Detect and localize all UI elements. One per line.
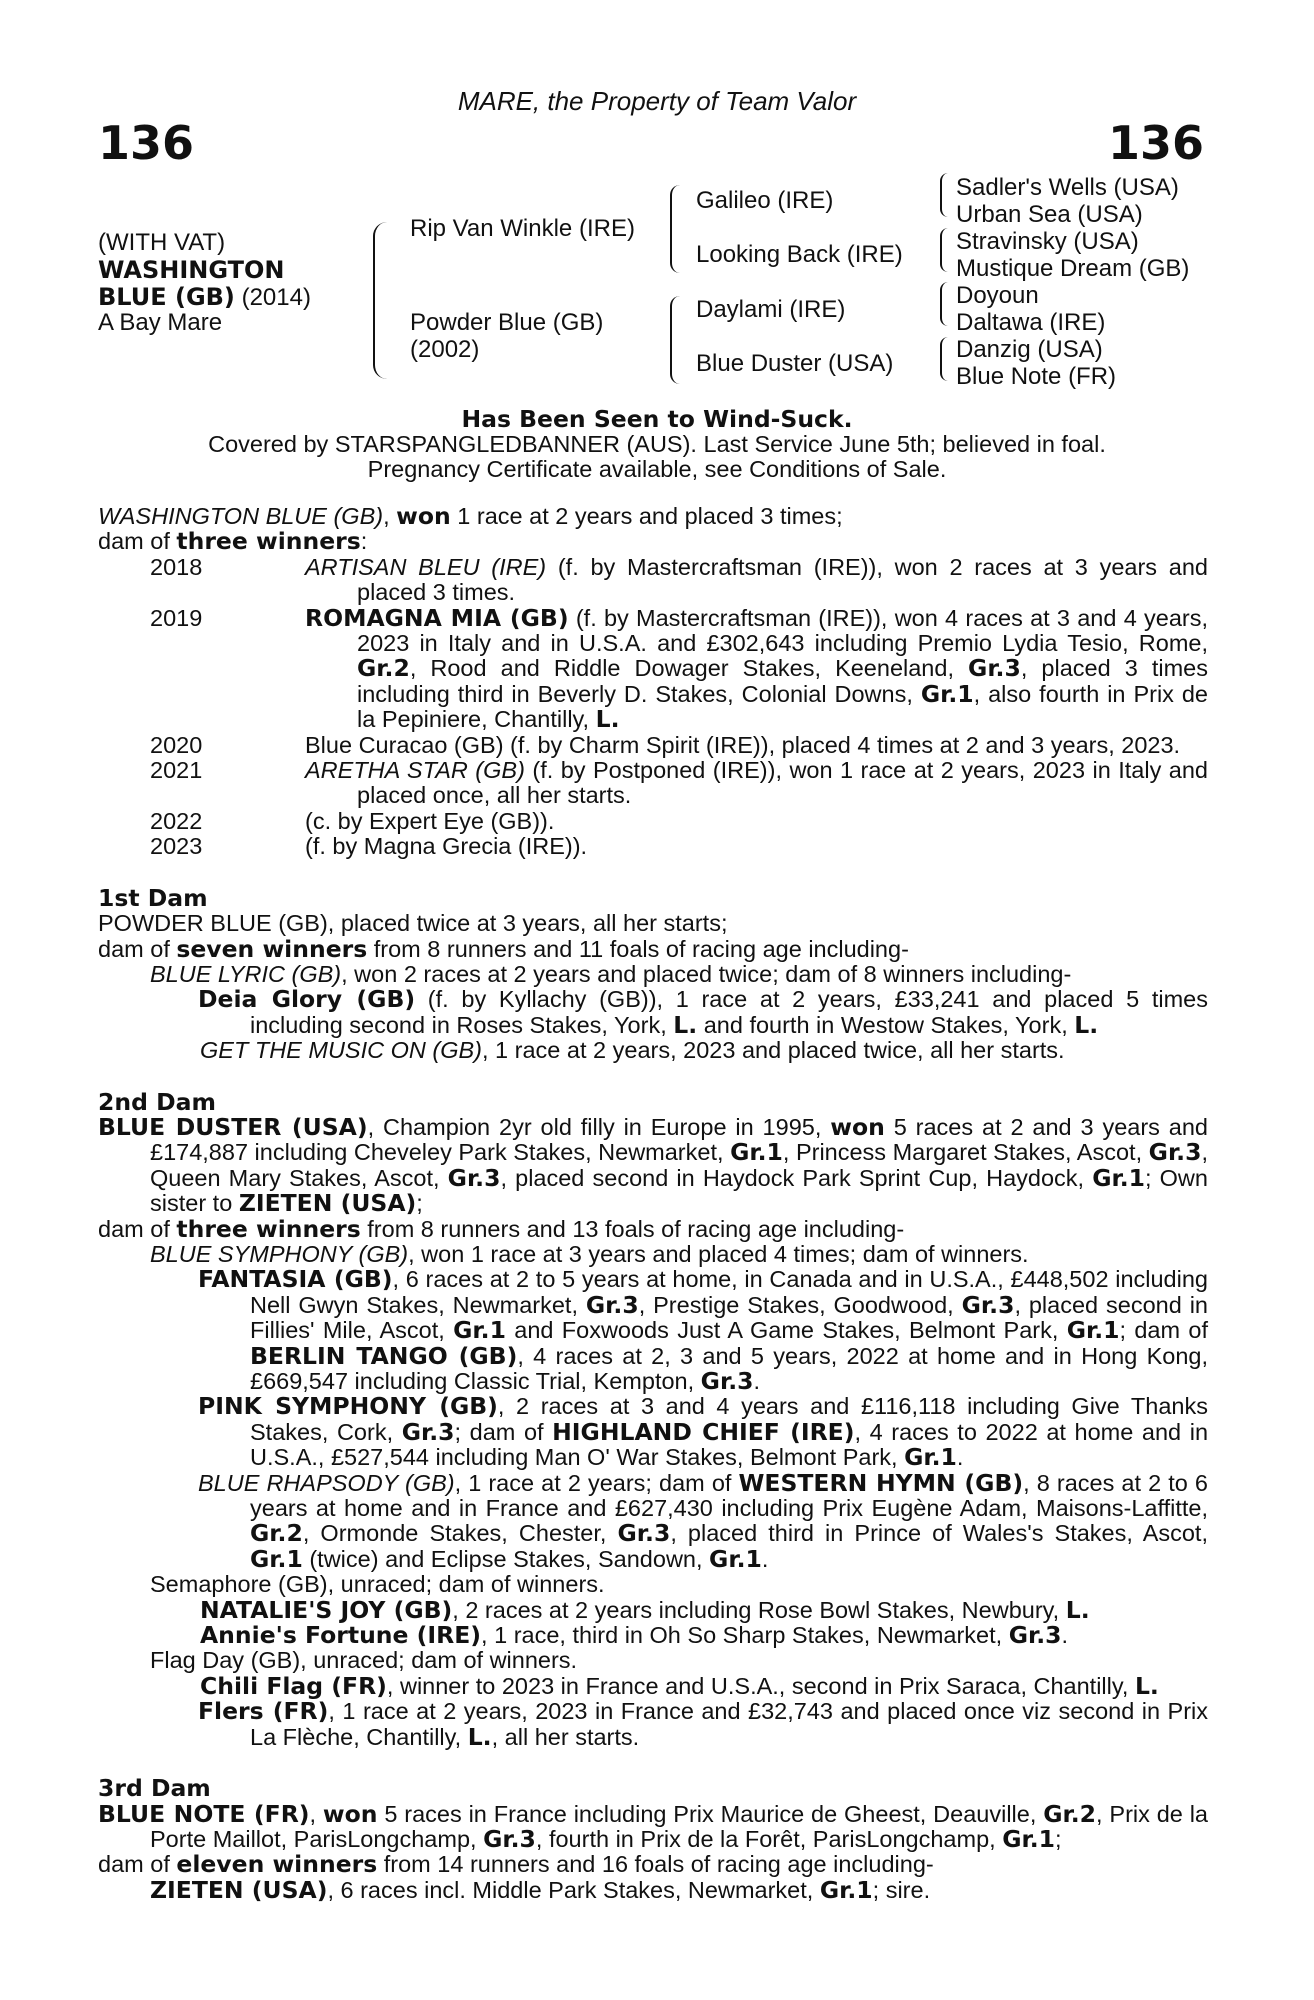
second-dam-produce-summary: dam of three winners from 8 runners and 13 foals of racing age including- bbox=[98, 1214, 905, 1243]
horse-name-line1: WASHINGTON bbox=[98, 256, 285, 284]
natalies-joy-entry: NATALIE'S JOY (GB), 2 races at 2 years including Rose Bowl Stakes, Newbury, L. bbox=[200, 1595, 1090, 1624]
pedigree-dam-dam: Blue Duster (USA) bbox=[696, 350, 894, 377]
blue-note-record: BLUE NOTE (FR), won 5 races in France including Prix Maurice de Gheest, Deauville, Gr.2, Prix de la Porte Maillot, ParisLongchamp, Gr.3, fourth in Prix de la Forêt, ParisLongchamp, Gr.1; bbox=[98, 1799, 1208, 1853]
pedigree-sire-sire: Galileo (IRE) bbox=[696, 187, 834, 214]
flers-entry: Flers (FR), 1 race at 2 years, 2023 in France and £32,743 and placed once viz second in Prix La Flèche, Chantilly, L., all her starts. bbox=[198, 1697, 1209, 1751]
pedigree-dsd: Daltawa (IRE) bbox=[956, 309, 1106, 336]
produce-2021: 2021 ARETHA STAR (GB) (f. by Postponed (IRE)), won 1 race at 2 years, 2023 in Italy and placed once, all her starts. bbox=[150, 757, 1208, 809]
pregnancy-note: Pregnancy Certificate available, see Conditions of Sale. bbox=[367, 456, 947, 482]
pedigree-brace-dam bbox=[670, 296, 680, 384]
pedigree-brace-ds bbox=[940, 282, 949, 326]
horse-name-line2-wrap bbox=[98, 283, 311, 312]
annies-fortune-entry: Annie's Fortune (IRE), 1 race, third in Oh So Sharp Stakes, Newmarket, Gr.3. bbox=[200, 1621, 1069, 1650]
produce-2019: 2019 ROMAGNA MIA (GB) (f. by Mastercraftsman (IRE)), won 4 races at 3 and 4 years, 2023 in Italy and in U.S.A. and £302,643 including Premio Lydia Tesio, Rome, Gr.2, Rood and Riddle Dowager Stakes, Keeneland, Gr.3, placed 3 times including third in Beverly D. Stakes, Colonial Downs, Gr.1, also fourth in Prix de la Pepiniere, Chantilly, L. bbox=[150, 603, 1208, 734]
horse-name-line2: BLUE (GB) bbox=[98, 283, 235, 311]
horse-record: WASHINGTON BLUE (GB), won 1 race at 2 years and placed 3 times; bbox=[98, 502, 843, 530]
pedigree-sdd: Mustique Dream (GB) bbox=[956, 255, 1190, 282]
pedigree-sss: Sadler's Wells (USA) bbox=[956, 174, 1179, 201]
get-the-music-on-entry: GET THE MUSIC ON (GB), 1 race at 2 years, 2023 and placed twice, all her starts. bbox=[200, 1037, 1065, 1064]
blue-duster-record: BLUE DUSTER (USA), Champion 2yr old filly in Europe in 1995, won 5 races at 2 and 3 years and £174,887 including Cheveley Park Stakes, Newmarket, Gr.1, Princess Margaret Stakes, Ascot, Gr.3, Queen Mary Stakes, Ascot, Gr.3, placed second in Haydock Park Sprint Cup, Haydock, Gr.1; Own sister to ZIETEN (USA); bbox=[98, 1112, 1208, 1218]
pedigree-dam-line2: (2002) bbox=[410, 336, 480, 363]
horse-year: (2014) bbox=[241, 284, 311, 311]
semaphore-entry: Semaphore (GB), unraced; dam of winners. bbox=[150, 1571, 605, 1598]
chili-flag-entry: Chili Flag (FR), winner to 2023 in France and U.S.A., second in Prix Saraca, Chantilly, L. bbox=[200, 1671, 1159, 1700]
third-dam-produce-summary: dam of eleven winners from 14 runners and 16 foals of racing age including- bbox=[98, 1850, 934, 1879]
lot-number-left: 136 bbox=[98, 116, 195, 170]
pink-symphony-entry: PINK SYMPHONY (GB), 2 races at 3 and 4 years and £116,118 including Give Thanks Stakes, Cork, Gr.3; dam of HIGHLAND CHIEF (IRE), 4 races to 2022 at home and in U.S.A., £527,544 including Man O' War Stakes, Belmont Park, Gr.1. bbox=[198, 1392, 1209, 1472]
dam-of-line: dam of three winners: bbox=[98, 527, 368, 556]
first-dam-heading: 1st Dam bbox=[98, 883, 208, 912]
horse-description: A Bay Mare bbox=[98, 309, 223, 336]
second-dam-heading: 2nd Dam bbox=[98, 1087, 216, 1116]
produce-2023: 2023 (f. by Magna Grecia (IRE)). bbox=[150, 833, 588, 860]
blue-rhapsody-entry: BLUE RHAPSODY (GB), 1 race at 2 years; dam of WESTERN HYMN (GB), 8 races at 2 to 6 years at home and in France and £627,430 including Prix Eugène Adam, Maisons-Laffitte, Gr.2, Ormonde Stakes, Chester, Gr.3, placed third in Prince of Wales's Stakes, Ascot, Gr.1 (twice) and Eclipse Stakes, Sandown, Gr.1. bbox=[198, 1468, 1208, 1573]
pedigree-brace-main bbox=[373, 222, 387, 379]
pedigree-dss: Doyoun bbox=[956, 282, 1039, 309]
pedigree-sire: Rip Van Winkle (IRE) bbox=[410, 215, 635, 242]
pedigree-ddd: Blue Note (FR) bbox=[956, 363, 1117, 390]
first-dam-produce-summary: dam of seven winners from 8 runners and 11 foals of racing age including- bbox=[98, 934, 909, 963]
covered-note: Covered by STARSPANGLEDBANNER (AUS). Last Service June 5th; believed in foal. bbox=[208, 431, 1106, 457]
pedigree-sire-dam: Looking Back (IRE) bbox=[696, 241, 903, 268]
zieten-entry: ZIETEN (USA), 6 races incl. Middle Park Stakes, Newmarket, Gr.1; sire. bbox=[150, 1875, 931, 1904]
produce-2022: 2022 (c. by Expert Eye (GB)). bbox=[150, 807, 555, 834]
lot-number-right: 136 bbox=[1107, 116, 1204, 170]
pedigree-brace-ss bbox=[940, 173, 949, 217]
pedigree-ssd: Urban Sea (USA) bbox=[956, 201, 1143, 228]
blue-symphony-entry: BLUE SYMPHONY (GB), won 1 race at 3 years and placed 4 times; dam of winners. bbox=[150, 1240, 1029, 1267]
produce-2018: 2018 ARTISAN BLEU (IRE) (f. by Mastercraftsman (IRE)), won 2 races at 3 years and placed 3 times. bbox=[150, 553, 1208, 606]
blue-lyric-entry: BLUE LYRIC (GB), won 2 races at 2 years and placed twice; dam of 8 winners including- bbox=[150, 960, 1072, 987]
pedigree-brace-dd bbox=[940, 337, 949, 381]
flag-day-entry: Flag Day (GB), unraced; dam of winners. bbox=[150, 1647, 578, 1674]
pedigree-sds: Stravinsky (USA) bbox=[956, 228, 1139, 255]
catalogue-body bbox=[98, 504, 1208, 1903]
deia-glory-entry: Deia Glory (GB) (f. by Kyllachy (GB)), 1 race at 2 years, £33,241 and placed 5 times including second in Roses Stakes, York, L. and fourth in Westow Stakes, York, L. bbox=[198, 985, 1208, 1039]
vendor-line: MARE, the Property of Team Valor bbox=[457, 86, 857, 116]
vat-note: (WITH VAT) bbox=[98, 229, 226, 256]
pedigree-brace-sire bbox=[670, 185, 680, 273]
pedigree-dam-line1: Powder Blue (GB) bbox=[410, 309, 604, 336]
produce-2020: 2020 Blue Curacao (GB) (f. by Charm Spirit (IRE)), placed 4 times at 2 and 3 years, 2023. bbox=[150, 731, 1181, 758]
third-dam-heading: 3rd Dam bbox=[98, 1774, 211, 1803]
pedigree-dam-sire: Daylami (IRE) bbox=[696, 296, 846, 323]
fantasia-entry: FANTASIA (GB), 6 races at 2 to 5 years at home, in Canada and in U.S.A., £448,502 including Nell Gwyn Stakes, Newmarket, Gr.3, Prestige Stakes, Goodwood, Gr.3, placed second in Fillies' Mile, Ascot, Gr.1 and Foxwoods Just A Game Stakes, Belmont Park, Gr.1; dam of BERLIN TANGO (GB), 4 races at 2, 3 and 5 years, 2022 at home and in Hong Kong, £669,547 including Classic Trial, Kempton, Gr.3. bbox=[198, 1265, 1208, 1395]
pedigree-brace-sd bbox=[940, 228, 949, 272]
wind-suck-note: Has Been Seen to Wind-Suck. bbox=[461, 405, 853, 433]
pedigree-dds: Danzig (USA) bbox=[956, 336, 1103, 363]
first-dam-record: POWDER BLUE (GB), placed twice at 3 years, all her starts; bbox=[98, 910, 728, 937]
